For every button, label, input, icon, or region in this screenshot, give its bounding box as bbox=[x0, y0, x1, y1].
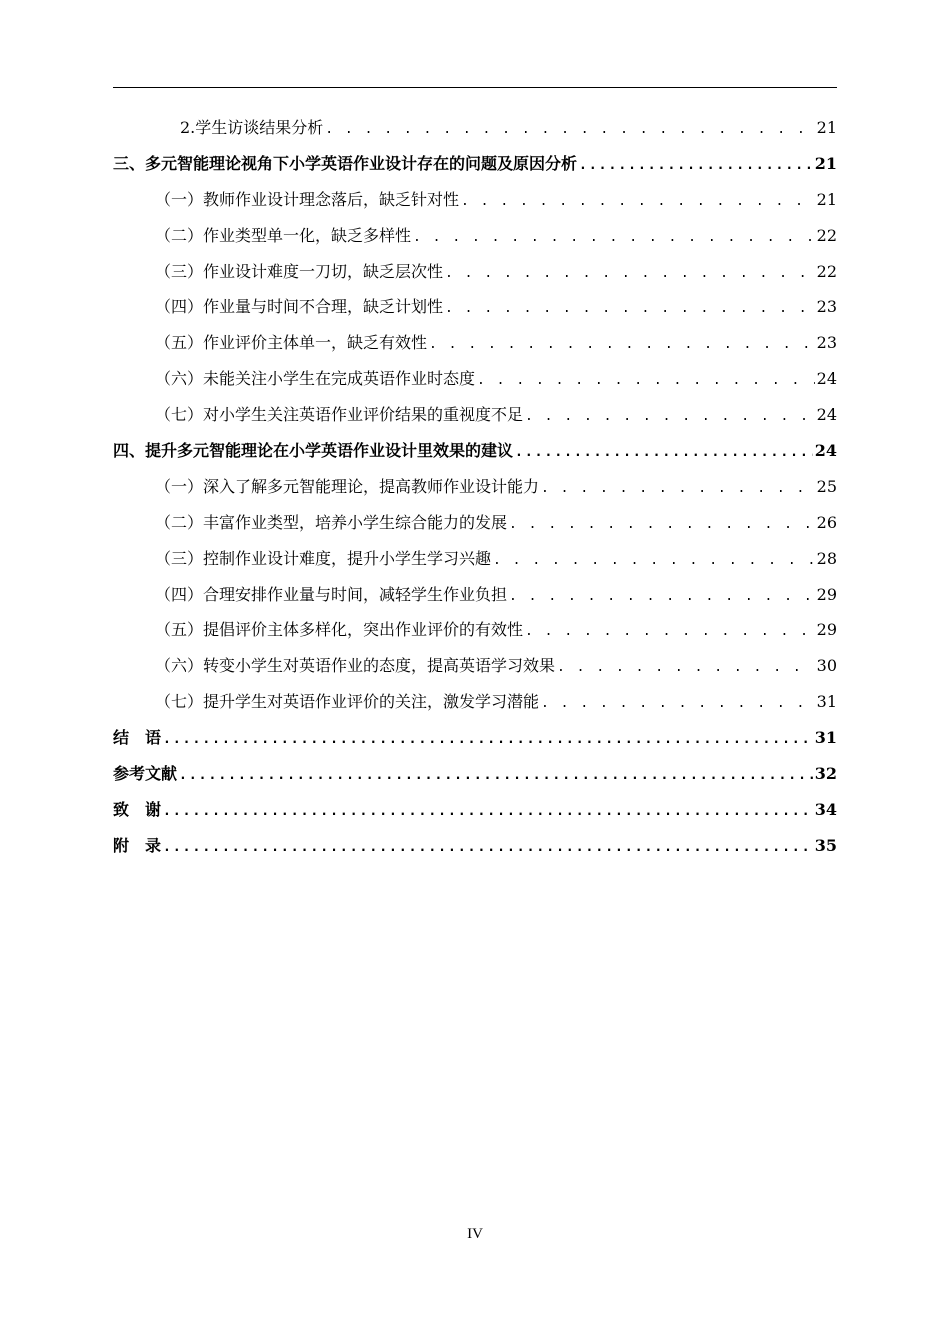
toc-entry-title: （三）控制作业设计难度，提升小学生学习兴趣 bbox=[155, 548, 492, 568]
toc-entry-page: 25 bbox=[816, 476, 837, 496]
toc-entry[interactable] bbox=[113, 469, 837, 505]
toc-entry-title: （五）作业评价主体单一，缺乏有效性 bbox=[155, 333, 428, 353]
toc-entry[interactable] bbox=[113, 577, 837, 613]
toc-entry-title: （二）丰富作业类型，培养小学生综合能力的发展 bbox=[155, 512, 508, 532]
toc-entry-page: 24 bbox=[814, 441, 837, 461]
toc-leader-dots bbox=[477, 363, 815, 399]
toc-entry-page: 31 bbox=[816, 692, 837, 712]
toc-entry-page: 22 bbox=[816, 261, 837, 281]
toc-leader-dots bbox=[413, 220, 815, 256]
toc-entry-title: 三、多元智能理论视角下小学英语作业设计存在的问题及原因分析 bbox=[113, 153, 578, 173]
toc-entry-page: 23 bbox=[816, 333, 837, 353]
toc-entry-page: 21 bbox=[816, 189, 837, 209]
toc-leader-dots bbox=[445, 291, 815, 327]
toc-entry-page: 30 bbox=[816, 656, 837, 676]
toc-entry-page: 28 bbox=[816, 548, 837, 568]
toc-leader-dots bbox=[163, 794, 813, 830]
toc-entry[interactable] bbox=[113, 289, 837, 325]
toc-entry-title: （四）合理安排作业量与时间，减轻学生作业负担 bbox=[155, 584, 508, 604]
toc-entry-title: （一）教师作业设计理念落后，缺乏针对性 bbox=[155, 189, 460, 209]
toc-entry-page: 32 bbox=[814, 764, 837, 784]
toc-entry[interactable] bbox=[113, 828, 837, 864]
toc-entry[interactable] bbox=[113, 684, 837, 720]
toc-leader-dots bbox=[541, 471, 815, 507]
toc-entry-page: 22 bbox=[816, 225, 837, 245]
toc-leader-dots bbox=[515, 435, 813, 471]
toc-entry-title: （六）未能关注小学生在完成英语作业时态度 bbox=[155, 369, 476, 389]
toc-leader-dots bbox=[163, 722, 813, 758]
toc-entry-title: （七）对小学生关注英语作业评价结果的重视度不足 bbox=[155, 405, 524, 425]
toc-leader-dots bbox=[163, 830, 813, 866]
toc-entry[interactable] bbox=[113, 218, 837, 254]
toc-entry-title: （五）提倡评价主体多样化，突出作业评价的有效性 bbox=[155, 620, 524, 640]
toc-leader-dots bbox=[525, 614, 815, 650]
toc-entry[interactable] bbox=[113, 792, 837, 828]
toc-entry-title: （三）作业设计难度一刀切，缺乏层次性 bbox=[155, 261, 444, 281]
toc-entry[interactable] bbox=[113, 397, 837, 433]
toc-entry[interactable] bbox=[113, 254, 837, 290]
toc-leader-dots bbox=[461, 184, 815, 220]
toc-entry-page: 35 bbox=[814, 835, 837, 855]
toc-entry-page: 23 bbox=[816, 297, 837, 317]
toc-leader-dots bbox=[525, 399, 815, 435]
toc-leader-dots bbox=[429, 327, 815, 363]
toc-entry-title: （四）作业量与时间不合理，缺乏计划性 bbox=[155, 297, 444, 317]
header-rule bbox=[113, 87, 837, 88]
toc-entry[interactable] bbox=[113, 146, 837, 182]
toc-entry-page: 26 bbox=[816, 512, 837, 532]
page-number: IV bbox=[467, 1226, 483, 1242]
toc-leader-dots bbox=[509, 507, 815, 543]
toc-entry[interactable] bbox=[113, 110, 837, 146]
toc-leader-dots bbox=[325, 112, 814, 148]
toc-leader-dots bbox=[541, 686, 815, 722]
toc-leader-dots bbox=[579, 148, 813, 184]
toc-entry-title: 致 谢 bbox=[113, 799, 162, 819]
toc-entry-title: 结 语 bbox=[113, 728, 162, 748]
toc-leader-dots bbox=[179, 758, 813, 794]
toc-entry[interactable] bbox=[113, 648, 837, 684]
toc-entry[interactable] bbox=[113, 361, 837, 397]
toc-entry-title: 附 录 bbox=[113, 835, 162, 855]
toc-entry-title: 2.学生访谈结果分析 bbox=[180, 118, 324, 137]
toc-entry-title: （七）提升学生对英语作业评价的关注，激发学习潜能 bbox=[155, 692, 540, 712]
toc-entry-title: 四、提升多元智能理论在小学英语作业设计里效果的建议 bbox=[113, 441, 514, 461]
toc-entry-title: （六）转变小学生对英语作业的态度，提高英语学习效果 bbox=[155, 656, 556, 676]
toc-leader-dots bbox=[493, 543, 815, 579]
toc-entry[interactable] bbox=[113, 756, 837, 792]
toc-entry-page: 31 bbox=[814, 728, 837, 748]
toc-entry-title: 参考文献 bbox=[113, 764, 178, 784]
toc-entry[interactable] bbox=[113, 182, 837, 218]
toc-entry[interactable] bbox=[113, 612, 837, 648]
toc-entry-page: 24 bbox=[816, 405, 837, 425]
toc-entry[interactable] bbox=[113, 433, 837, 469]
toc-entry-page: 24 bbox=[816, 369, 837, 389]
toc-entry-page: 29 bbox=[816, 620, 837, 640]
toc-leader-dots bbox=[557, 650, 815, 686]
toc-entry[interactable] bbox=[113, 541, 837, 577]
toc-leader-dots bbox=[509, 579, 815, 615]
table-of-contents bbox=[113, 110, 837, 864]
toc-entry-page: 21 bbox=[814, 153, 837, 173]
toc-entry-page: 34 bbox=[814, 799, 837, 819]
toc-entry-title: （二）作业类型单一化，缺乏多样性 bbox=[155, 225, 412, 245]
toc-entry-page: 21 bbox=[816, 118, 837, 137]
toc-entry[interactable] bbox=[113, 325, 837, 361]
toc-entry-title: （一）深入了解多元智能理论，提高教师作业设计能力 bbox=[155, 476, 540, 496]
toc-entry[interactable] bbox=[113, 505, 837, 541]
toc-entry-page: 29 bbox=[816, 584, 837, 604]
toc-leader-dots bbox=[445, 256, 815, 292]
toc-entry[interactable] bbox=[113, 720, 837, 756]
